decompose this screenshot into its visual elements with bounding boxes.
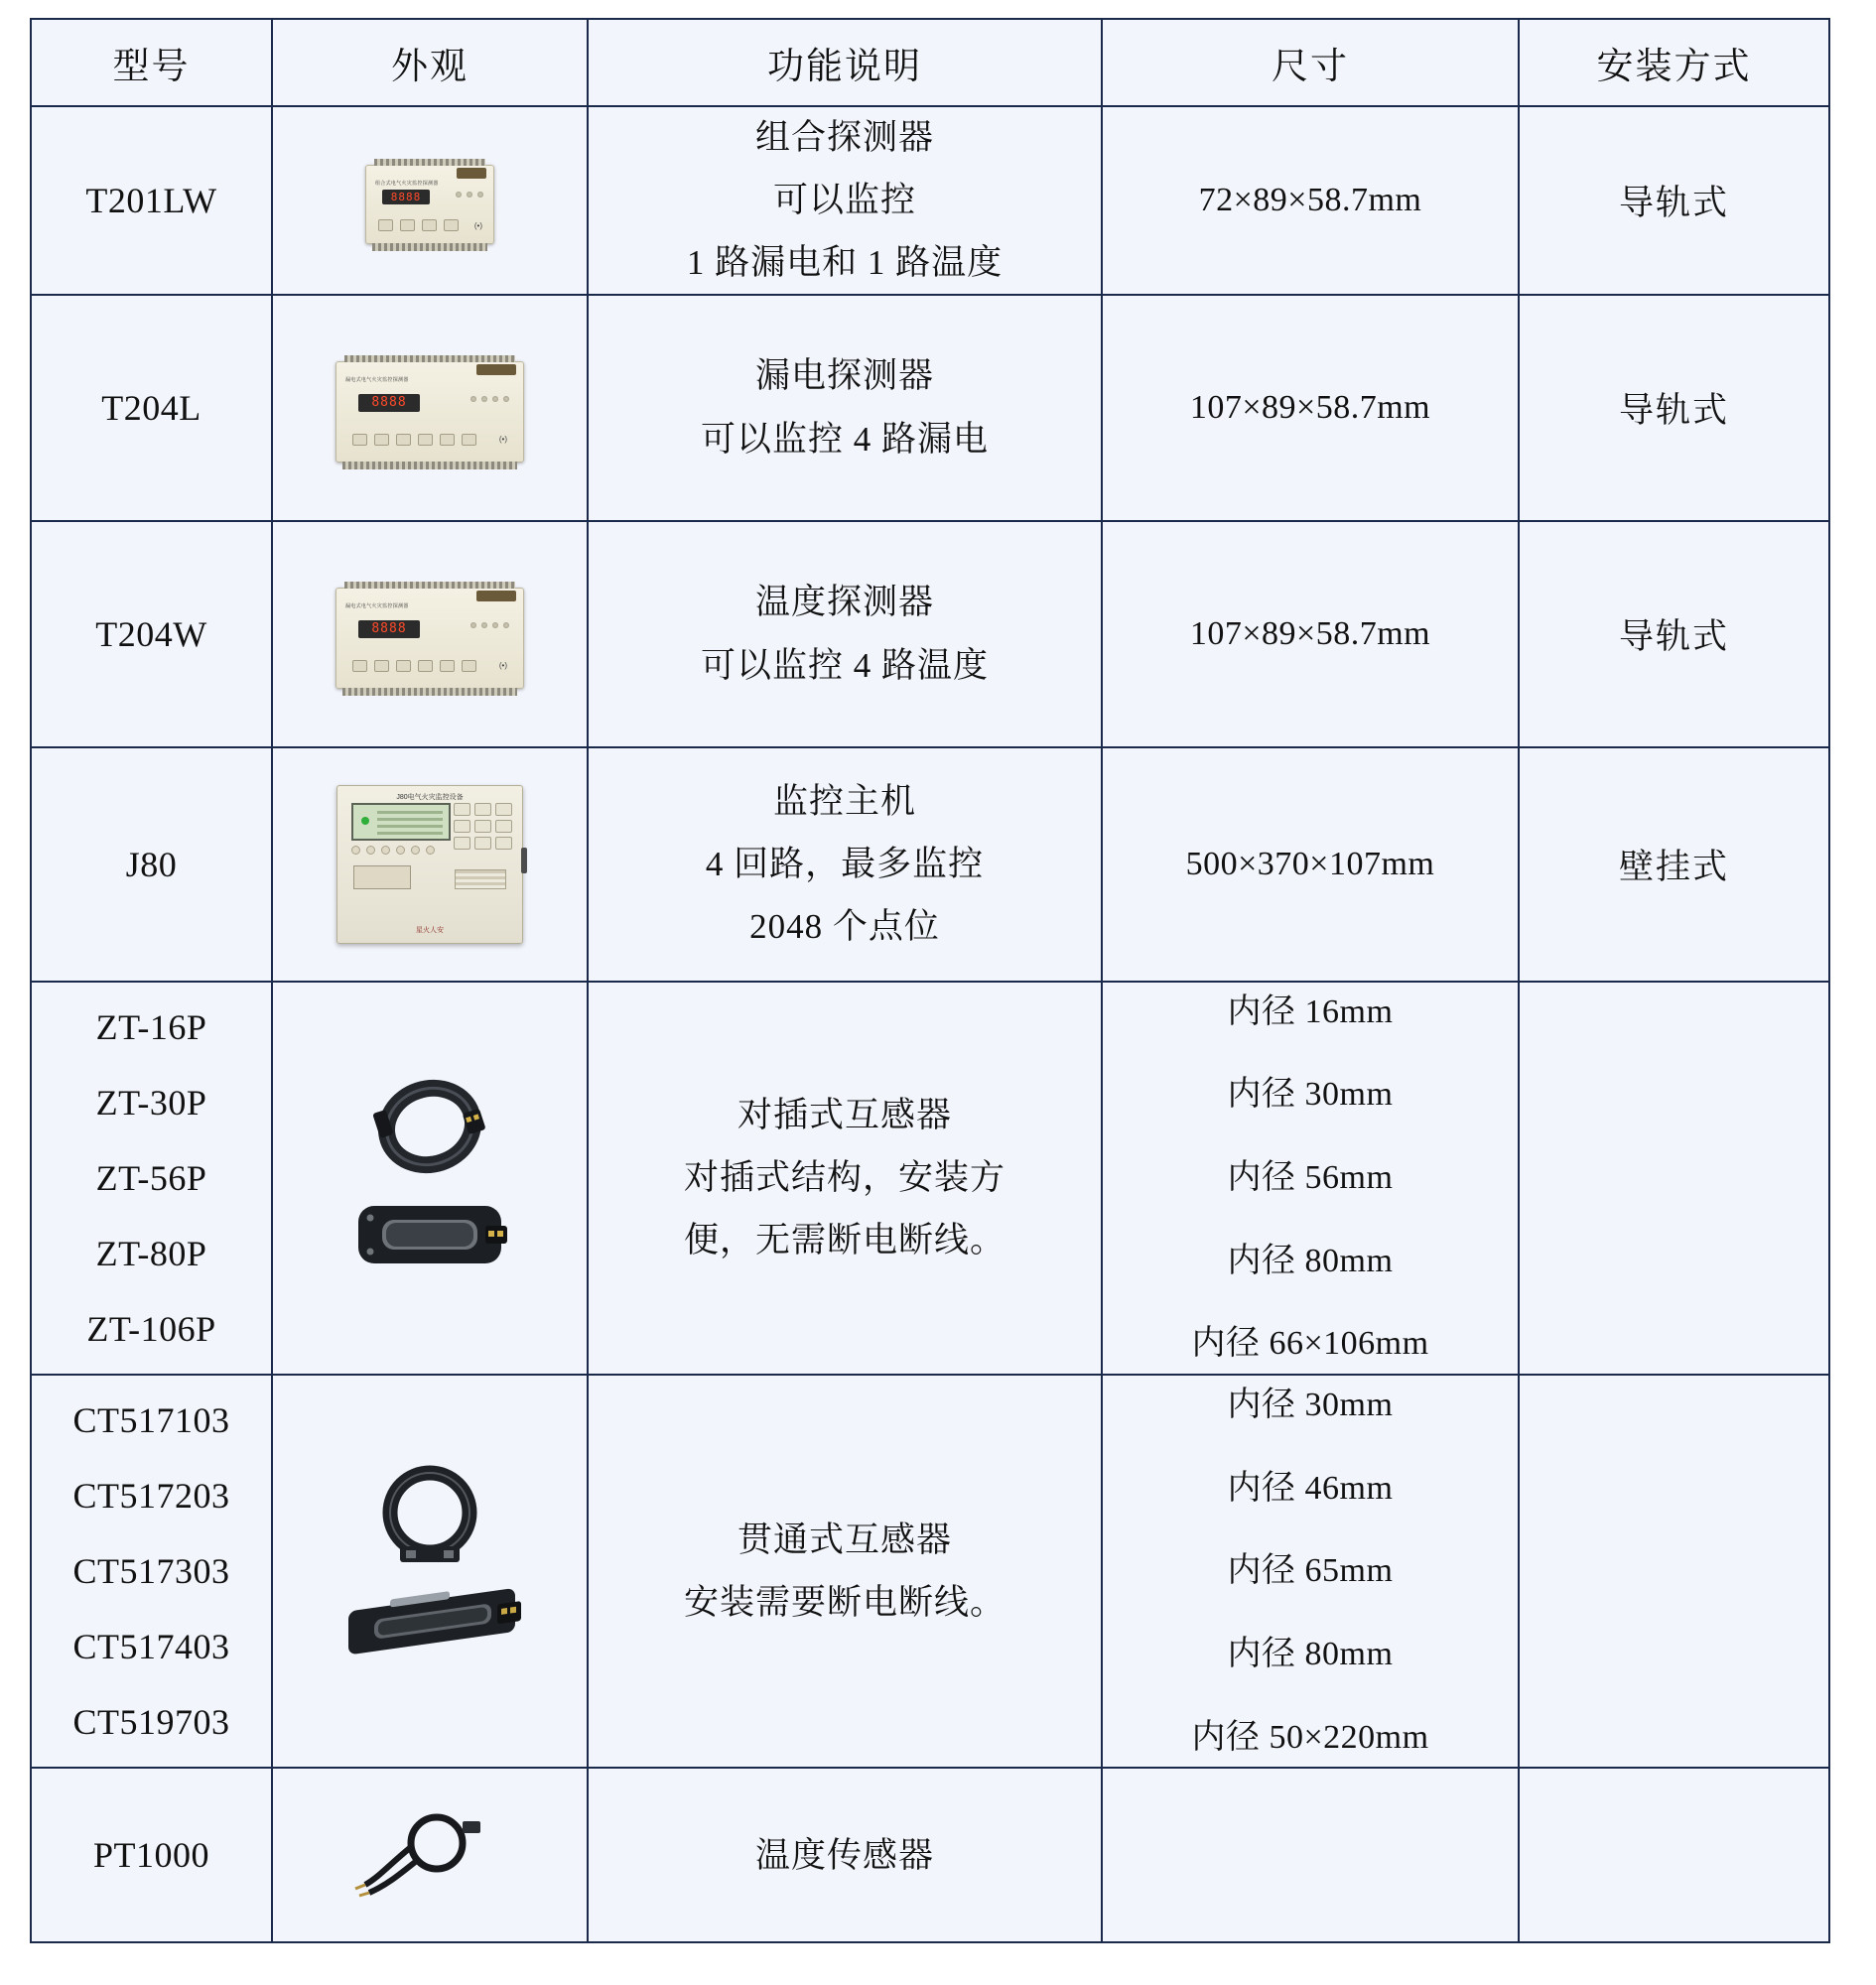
- cell-mounting: [1519, 1768, 1829, 1942]
- wall-mount-host-cabinet-icon: [279, 785, 581, 944]
- cell-model: [31, 1768, 272, 1942]
- host-title-text: J80电气火灾监控设备: [396, 793, 464, 801]
- function-line: 可以监控 4 路漏电: [700, 419, 989, 459]
- model-name: PT1000: [92, 1835, 209, 1876]
- function-line: 1 路漏电和 1 路温度: [686, 243, 1004, 283]
- model-name: CT517303: [72, 1551, 230, 1592]
- model-name: CT517403: [72, 1627, 230, 1667]
- cell-size: [1102, 295, 1519, 521]
- device-title-text: 组合式电气火灾监控探测器: [375, 180, 439, 187]
- size-value: 内径 80mm: [1227, 1635, 1394, 1672]
- cell-mounting: 导轨式: [1519, 521, 1829, 747]
- product-spec-table: [30, 18, 1830, 1943]
- model-name: T201LW: [85, 180, 217, 220]
- cell-model: [31, 106, 272, 295]
- model-name: CT517103: [72, 1400, 230, 1441]
- function-line: 4 回路，最多监控: [705, 844, 985, 883]
- function-line: 便，无需断电断线。: [683, 1221, 1005, 1260]
- cell-function: [588, 521, 1102, 747]
- device-title-text: 漏电式电气火灾监控探测器: [345, 376, 409, 383]
- din-rail-module-small-icon: [279, 157, 581, 244]
- model-name: CT517203: [72, 1476, 230, 1517]
- table-row: [31, 747, 1829, 982]
- din-rail-module-wide-icon: [279, 353, 581, 463]
- function-line: 对插式互感器: [737, 1095, 952, 1134]
- cell-mounting: 导轨式: [1519, 295, 1829, 521]
- cell-appearance: [272, 1375, 588, 1768]
- function-line: 可以监控 4 路温度: [700, 645, 989, 685]
- table-row: [31, 1768, 1829, 1942]
- device-mark: (•): [498, 434, 507, 444]
- cell-appearance: [272, 521, 588, 747]
- model-name: ZT-80P: [95, 1233, 207, 1273]
- cell-size: [1102, 747, 1519, 982]
- cell-size: [1102, 982, 1519, 1375]
- cell-model: [31, 1375, 272, 1768]
- column-header-mounting: 安装方式: [1519, 19, 1829, 106]
- function-line: 温度探测器: [754, 583, 934, 622]
- cell-function: [588, 1768, 1102, 1942]
- function-line: 可以监控: [772, 181, 916, 220]
- cell-function: [588, 982, 1102, 1375]
- function-line: 温度传感器: [754, 1835, 934, 1875]
- function-line: 组合探测器: [754, 118, 934, 157]
- model-name: T204L: [101, 387, 201, 428]
- host-brand-text: 星火人安: [416, 926, 444, 934]
- size-value: 107×89×58.7mm: [1189, 614, 1431, 652]
- model-name: ZT-16P: [95, 1006, 207, 1047]
- device-mark: (•): [498, 660, 507, 670]
- function-line: 对插式结构，安装方: [683, 1158, 1005, 1198]
- cell-mounting: [1519, 1375, 1829, 1768]
- model-name: ZT-56P: [95, 1157, 207, 1198]
- model-name: CT519703: [72, 1702, 230, 1743]
- temperature-sensor-probe-icon: [279, 1803, 581, 1907]
- device-lcd: 8888: [382, 190, 430, 204]
- size-value: 内径 50×220mm: [1191, 1718, 1429, 1756]
- cell-size: [1102, 106, 1519, 295]
- cell-model: [31, 747, 272, 982]
- cell-mounting: [1519, 982, 1829, 1375]
- device-mark: (•): [473, 220, 482, 230]
- size-value: 内径 65mm: [1227, 1552, 1394, 1590]
- size-value: 内径 46mm: [1227, 1469, 1394, 1507]
- size-value: 107×89×58.7mm: [1189, 388, 1431, 426]
- model-name: J80: [125, 844, 178, 884]
- device-lcd: 8888: [358, 620, 420, 638]
- table-row: [31, 106, 1829, 295]
- size-value: 内径 30mm: [1227, 1076, 1394, 1114]
- model-name: T204W: [95, 613, 207, 654]
- size-value: 内径 80mm: [1227, 1242, 1394, 1279]
- function-line: 安装需要断电断线。: [683, 1583, 1005, 1623]
- cell-function: [588, 1375, 1102, 1768]
- table-row: [31, 982, 1829, 1375]
- model-name: ZT-30P: [95, 1082, 207, 1123]
- column-header-function: 功能说明: [588, 19, 1102, 106]
- din-rail-module-wide-icon: [279, 580, 581, 689]
- size-value: 内径 66×106mm: [1191, 1325, 1429, 1363]
- through-type-ct-icon: [279, 1463, 581, 1679]
- table-row: [31, 1375, 1829, 1768]
- table-header-row: [31, 19, 1829, 106]
- cell-mounting: 导轨式: [1519, 106, 1829, 295]
- function-line: 漏电探测器: [754, 356, 934, 396]
- split-core-ct-icon: [279, 1079, 581, 1277]
- cell-appearance: [272, 747, 588, 982]
- size-value: 内径 30mm: [1227, 1386, 1394, 1423]
- column-header-appearance: 外观: [272, 19, 588, 106]
- size-value: 内径 16mm: [1227, 992, 1394, 1030]
- table-row: [31, 521, 1829, 747]
- cell-function: [588, 747, 1102, 982]
- cell-appearance: [272, 982, 588, 1375]
- column-header-model: 型号: [31, 19, 272, 106]
- cell-size: [1102, 1375, 1519, 1768]
- cell-size: [1102, 521, 1519, 747]
- size-value: 500×370×107mm: [1185, 845, 1435, 882]
- function-line: 监控主机: [772, 781, 916, 821]
- cell-model: [31, 295, 272, 521]
- cell-model: [31, 521, 272, 747]
- cell-appearance: [272, 295, 588, 521]
- column-header-size: 尺寸: [1102, 19, 1519, 106]
- cell-mounting: 壁挂式: [1519, 747, 1829, 982]
- cell-function: [588, 106, 1102, 295]
- size-value: 内径 56mm: [1227, 1158, 1394, 1196]
- device-title-text: 漏电式电气火灾监控探测器: [345, 602, 409, 609]
- cell-appearance: [272, 1768, 588, 1942]
- cell-appearance: [272, 106, 588, 295]
- cell-function: [588, 295, 1102, 521]
- function-line: 2048 个点位: [749, 907, 940, 947]
- function-line: 贯通式互感器: [737, 1520, 952, 1559]
- cell-model: [31, 982, 272, 1375]
- size-value: 72×89×58.7mm: [1198, 181, 1422, 218]
- model-name: ZT-106P: [86, 1308, 216, 1349]
- table-row: [31, 295, 1829, 521]
- device-lcd: 8888: [358, 394, 420, 412]
- cell-size: [1102, 1768, 1519, 1942]
